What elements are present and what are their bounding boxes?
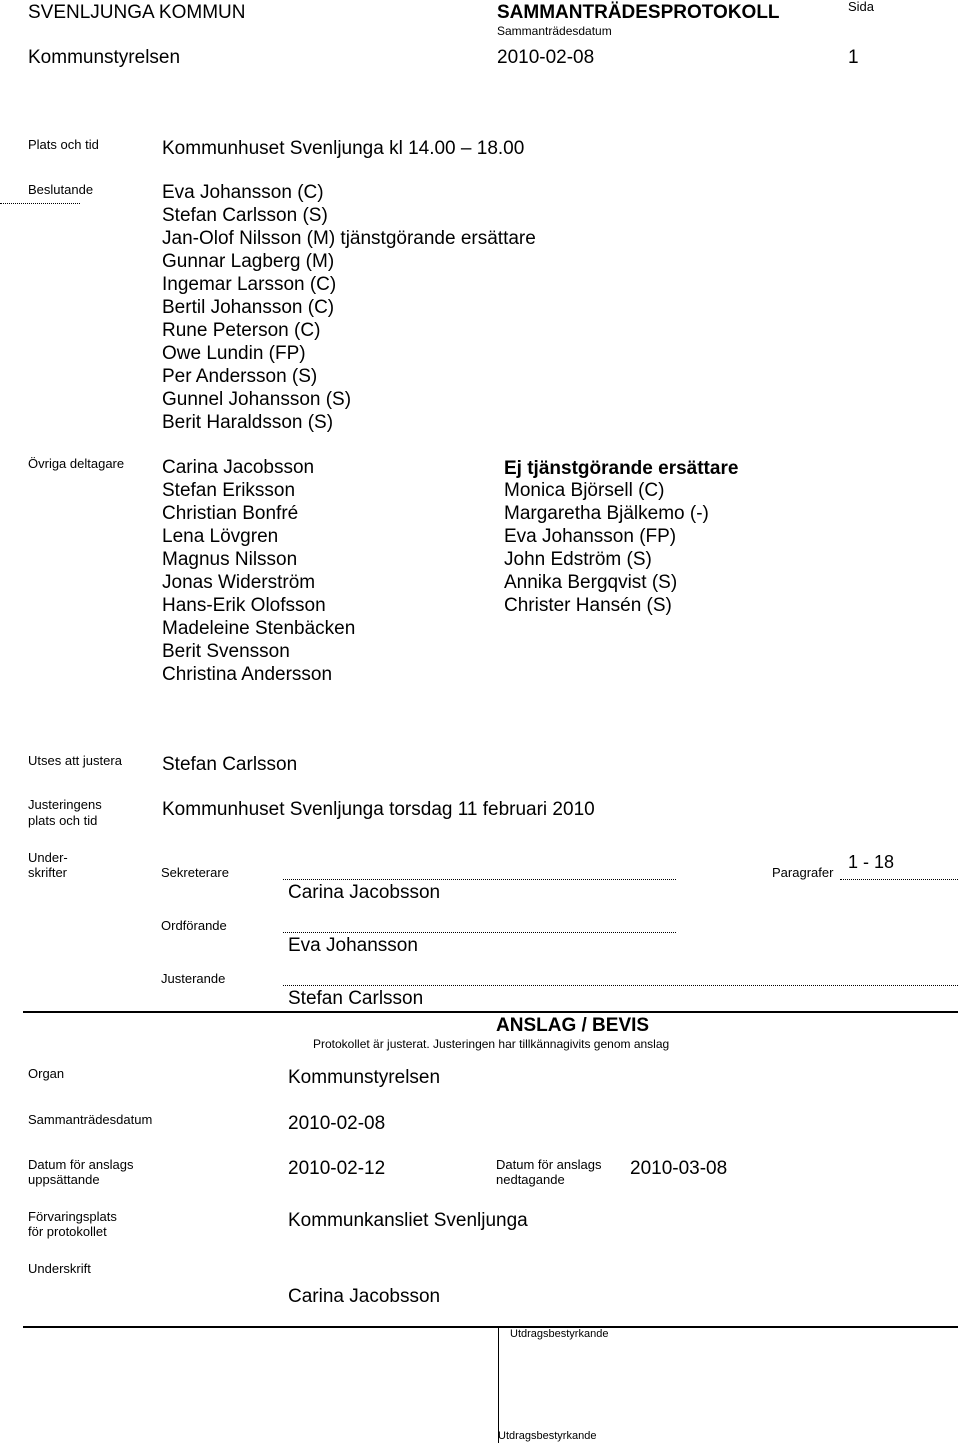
signature-label: Underskrift — [28, 1261, 91, 1276]
list-item: Stefan Eriksson — [162, 480, 296, 501]
extract-label-top: Utdragsbestyrkande — [510, 1328, 609, 1340]
extract-label-bottom: Utdragsbestyrkande — [498, 1430, 597, 1442]
meeting-date-label: Sammanträdesdatum — [28, 1112, 153, 1127]
list-item: Jan-Olof Nilsson (M) tjänstgörande ersättare — [162, 228, 536, 249]
secretary-label: Sekreterare — [161, 865, 229, 880]
substitutes-heading: Ej tjänstgörande ersättare — [504, 458, 739, 479]
document-type: SAMMANTRÄDESPROTOKOLL — [497, 2, 780, 23]
paragraphs-line — [840, 879, 958, 880]
bottom-divider — [23, 1326, 958, 1328]
adjust-place-label-1: Justeringens — [28, 797, 102, 812]
list-item: Per Andersson (S) — [162, 366, 318, 387]
others-label: Övriga deltagare — [28, 456, 125, 471]
list-item: John Edström (S) — [504, 549, 652, 570]
list-item: Rune Peterson (C) — [162, 320, 321, 341]
paragraphs-label: Paragrafer — [772, 865, 834, 880]
list-item: Hans-Erik Olofsson — [162, 595, 326, 616]
posted-label-1: Datum för anslags — [28, 1157, 134, 1172]
chair-name: Eva Johansson — [288, 935, 418, 956]
notice-subtitle: Protokollet är justerat. Justeringen har tillkännagivits genom anslag — [313, 1037, 670, 1051]
posted-date: 2010-02-12 — [288, 1158, 386, 1179]
list-item: Jonas Widerström — [162, 572, 316, 593]
notice-title: ANSLAG / BEVIS — [496, 1015, 650, 1036]
meeting-date-value: 2010-02-08 — [288, 1113, 386, 1134]
list-item: Christer Hansén (S) — [504, 595, 672, 616]
chair-label: Ordförande — [161, 918, 227, 933]
removed-label-1: Datum för anslags — [496, 1157, 602, 1172]
chair-signature-line — [283, 932, 676, 933]
list-item: Gunnel Johansson (S) — [162, 389, 352, 410]
committee-name: Kommunstyrelsen — [28, 47, 181, 68]
adjust-place: Kommunhuset Svenljunga torsdag 11 februari 2010 — [162, 799, 595, 820]
list-item: Owe Lundin (FP) — [162, 343, 306, 364]
list-item: Stefan Carlsson (S) — [162, 205, 328, 226]
posted-label-2: uppsättande — [28, 1172, 100, 1187]
list-item: Annika Bergqvist (S) — [504, 572, 678, 593]
adjuster-label: Justerande — [161, 971, 226, 986]
signature-name: Carina Jacobsson — [288, 1286, 441, 1307]
signatures-label-2: skrifter — [28, 865, 67, 880]
deciding-label: Beslutande — [28, 182, 94, 197]
list-item: Bertil Johansson (C) — [162, 297, 335, 318]
list-item: Magnus Nilsson — [162, 549, 298, 570]
list-item: Eva Johansson (FP) — [504, 526, 677, 547]
list-item: Ingemar Larsson (C) — [162, 274, 337, 295]
secretary-signature-line — [283, 879, 676, 880]
place-time-label: Plats och tid — [28, 137, 99, 152]
paragraphs-range: 1 - 18 — [848, 852, 895, 872]
list-item: Lena Lövgren — [162, 526, 279, 547]
storage-label-2: för protokollet — [28, 1224, 107, 1239]
list-item: Christian Bonfré — [162, 503, 299, 524]
signatures-label-1: Under- — [28, 850, 68, 865]
extract-box-border — [498, 1327, 499, 1443]
date-label: Sammanträdesdatum — [497, 24, 612, 38]
list-item: Berit Haraldsson (S) — [162, 412, 334, 433]
secretary-name: Carina Jacobsson — [288, 882, 441, 903]
adjuster-name: Stefan Carlsson — [288, 988, 424, 1009]
selected-adjuster-label: Utses att justera — [28, 753, 122, 768]
municipality-name: SVENLJUNGA KOMMUN — [28, 2, 246, 23]
storage-value: Kommunkansliet Svenljunga — [288, 1210, 528, 1231]
removed-date: 2010-03-08 — [630, 1158, 728, 1179]
page-number: 1 — [848, 47, 859, 68]
others-list — [162, 456, 355, 686]
adjuster-signature-line — [283, 985, 958, 986]
section-divider — [23, 1011, 958, 1013]
list-item: Madeleine Stenbäcken — [162, 618, 356, 639]
substitutes-list — [504, 479, 709, 617]
deciding-list — [162, 181, 536, 434]
adjust-place-label-2: plats och tid — [28, 813, 98, 828]
organ-label: Organ — [28, 1066, 65, 1081]
list-item: Margaretha Bjälkemo (-) — [504, 503, 709, 524]
selected-adjuster: Stefan Carlsson — [162, 754, 298, 775]
storage-label-1: Förvaringsplats — [28, 1209, 117, 1224]
page-label: Sida — [848, 0, 875, 14]
list-item: Berit Svensson — [162, 641, 290, 662]
deciding-divider — [0, 203, 80, 204]
list-item: Eva Johansson (C) — [162, 182, 324, 203]
list-item: Carina Jacobsson — [162, 457, 315, 478]
list-item: Monica Björsell (C) — [504, 480, 665, 501]
list-item: Christina Andersson — [162, 664, 333, 685]
removed-label-2: nedtagande — [496, 1172, 565, 1187]
place-time: Kommunhuset Svenljunga kl 14.00 – 18.00 — [162, 138, 525, 159]
meeting-date: 2010-02-08 — [497, 47, 595, 68]
organ-value: Kommunstyrelsen — [288, 1067, 441, 1088]
list-item: Gunnar Lagberg (M) — [162, 251, 335, 272]
